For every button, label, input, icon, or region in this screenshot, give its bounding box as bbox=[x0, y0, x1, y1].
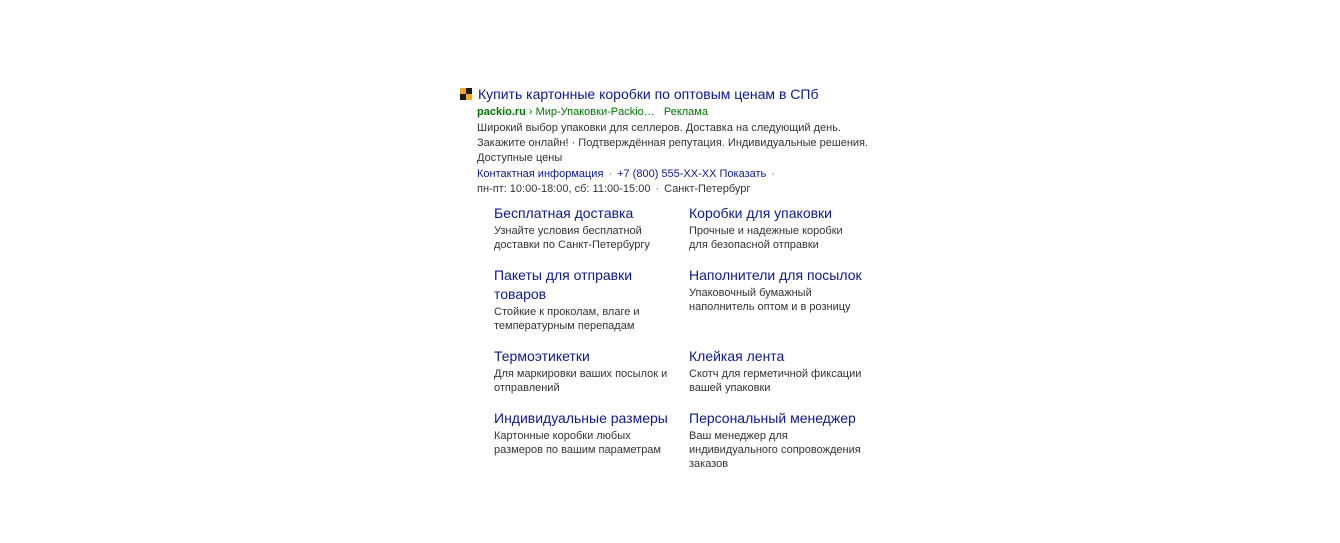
sitelink-description: Стойкие к проколам, влаге и температурным перепадам bbox=[494, 306, 640, 332]
separator-dot: · bbox=[771, 168, 775, 180]
contact-info-link[interactable]: Контактная информация bbox=[477, 168, 604, 180]
sitelink-title[interactable]: Бесплатная доставка bbox=[494, 205, 634, 221]
ad-url-row bbox=[477, 104, 890, 120]
sitelink-description: Узнайте условия бесплатной доставки по Санкт-Петербургу bbox=[494, 225, 650, 251]
sitelink-description: Для маркировки ваших посылок и отправлений bbox=[494, 368, 668, 394]
city: Санкт-Петербург bbox=[664, 183, 751, 195]
sitelink-item bbox=[494, 204, 689, 266]
sitelink-item bbox=[689, 409, 884, 485]
sitelink-item bbox=[494, 347, 689, 409]
ad-title-link[interactable]: Купить картонные коробки по оптовым ценам в СПб bbox=[478, 86, 819, 102]
sitelink-description: Скотч для герметичной фиксации вашей упаковки bbox=[689, 368, 862, 394]
sitelink-title[interactable]: Клейкая лента bbox=[689, 348, 785, 364]
sitelink-item bbox=[494, 266, 689, 347]
sitelink-description: Ваш менеджер для индивидуального сопровождения заказов bbox=[689, 430, 861, 470]
sitelink-item bbox=[494, 409, 689, 485]
ad-path-link[interactable]: Мир-Упаковки-Packio… bbox=[535, 106, 655, 118]
sitelink-description: Упаковочный бумажный наполнитель оптом и в розницу bbox=[689, 287, 851, 313]
site-favicon-icon bbox=[460, 88, 472, 100]
search-ad bbox=[460, 84, 890, 197]
ad-label: Реклама bbox=[663, 106, 708, 118]
sitelink-title[interactable]: Индивидуальные размеры bbox=[494, 410, 668, 426]
breadcrumb-separator: › bbox=[528, 106, 533, 118]
ad-description: Широкий выбор упаковки для селлеров. Доставка на следующий день. Закажите онлайн! · Подтверждённая репутация. Индивидуальные решения. Доступные цены bbox=[477, 122, 869, 164]
separator-dot: · bbox=[655, 183, 660, 195]
sitelink-description: Прочные и надежные коробки для безопасной отправки bbox=[689, 225, 843, 251]
sitelink-title[interactable]: Термоэтикетки bbox=[494, 348, 590, 364]
sitelink-description: Картонные коробки любых размеров по вашим параметрам bbox=[494, 430, 661, 456]
sitelink-title[interactable]: Персональный менеджер bbox=[689, 410, 856, 426]
sitelink-title[interactable]: Пакеты для отправки товаров bbox=[494, 267, 633, 302]
sitelinks-grid bbox=[494, 204, 894, 485]
sitelink-title[interactable]: Коробки для упаковки bbox=[689, 205, 832, 221]
working-hours: пн-пт: 10:00-18:00, сб: 11:00-15:00 bbox=[477, 183, 651, 195]
ad-contacts-row bbox=[477, 167, 890, 182]
ad-title-row bbox=[460, 84, 890, 104]
sitelink-item bbox=[689, 347, 884, 409]
separator-dot: · bbox=[608, 168, 613, 180]
sitelink-item bbox=[689, 204, 884, 266]
sitelink-item bbox=[689, 266, 884, 347]
ad-domain-link[interactable]: packio.ru bbox=[477, 106, 526, 118]
phone-show-link[interactable]: +7 (800) 555-XX-XX Показать bbox=[617, 168, 767, 180]
ad-hours-row bbox=[477, 182, 890, 197]
sitelink-title[interactable]: Наполнители для посылок bbox=[689, 267, 862, 283]
